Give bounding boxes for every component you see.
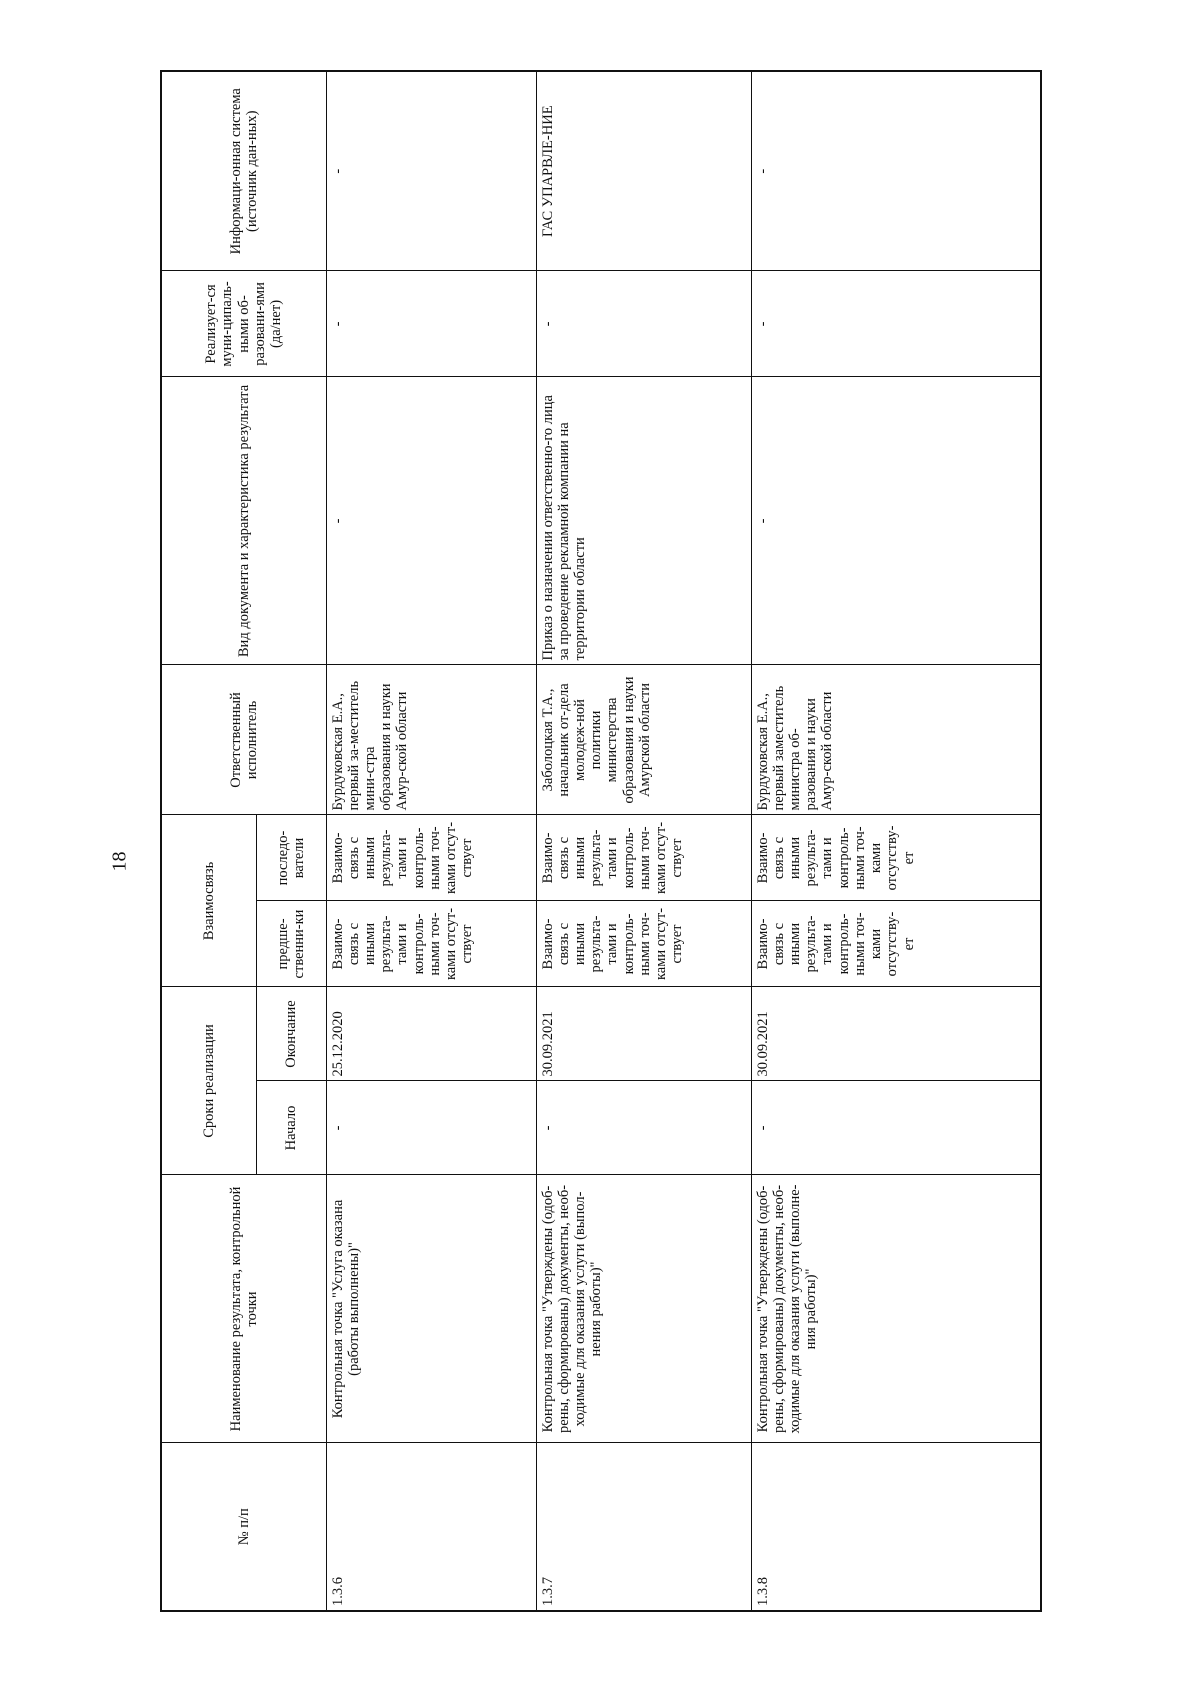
header-num: № п/п <box>161 1443 326 1611</box>
header-predecessors: предше-ственни-ки <box>256 901 326 987</box>
row-num: 1.3.8 <box>751 1443 1041 1611</box>
row-start: - <box>751 1081 1041 1175</box>
row-start: - <box>536 1081 751 1175</box>
row-name: Контрольная точка "Утверждены (одоб-рены, сформированы) документы, необ-ходимые для оказания услуги (выпол-нения работы)" <box>536 1175 751 1443</box>
table-row <box>751 71 1041 1611</box>
header-successors: последо-ватели <box>256 815 326 901</box>
row-municipal: - <box>326 271 536 377</box>
row-num: 1.3.6 <box>326 1443 536 1611</box>
header-end: Окончание <box>256 987 326 1081</box>
row-executor: Заболоцкая Т.А., начальник от-дела молодеж-ной политики министерства образования и науки Амурской области <box>536 665 751 815</box>
row-predecessors: Взаимо-связь с иными результа-тами и контроль-ными точ-ками отсутству-ет <box>751 901 1041 987</box>
header-period: Сроки реализации <box>161 987 256 1175</box>
row-executor: Бурдуковская Е.А., первый заместитель министра об-разования и науки Амур-ской области <box>751 665 1041 815</box>
row-executor: Бурдуковская Е.А., первый за-меститель мини-стра образования и науки Амур-ской области <box>326 665 536 815</box>
row-successors: Взаимо-связь с иными результа-тами и контроль-ными точ-ками отсут-ствует <box>536 815 751 901</box>
header-infosys: Информаци-онная система (источник дан-ных) <box>161 71 326 271</box>
header-executor: Ответственный исполнитель <box>161 665 326 815</box>
row-end: 30.09.2021 <box>536 987 751 1081</box>
header-start: Начало <box>256 1081 326 1175</box>
row-municipal: - <box>751 271 1041 377</box>
header-name: Наименование результата, контрольной точки <box>161 1175 326 1443</box>
rotated-table-wrapper <box>160 72 1040 1612</box>
row-predecessors: Взаимо-связь с иными результа-тами и контроль-ными точ-ками отсут-ствует <box>326 901 536 987</box>
row-successors: Взаимо-связь с иными результа-тами и контроль-ными точ-ками отсут-ствует <box>326 815 536 901</box>
header-municipal: Реализует-ся муни-ципаль-ными об-разовани-ями (да/нет) <box>161 271 326 377</box>
row-start: - <box>326 1081 536 1175</box>
page-number: 18 <box>108 851 131 872</box>
row-doc: - <box>751 377 1041 665</box>
table-row <box>326 71 536 1611</box>
row-end: 25.12.2020 <box>326 987 536 1081</box>
control-points-table <box>160 70 1042 1612</box>
row-name: Контрольная точка "Услуга оказана (работы выполнены)" <box>326 1175 536 1443</box>
row-num: 1.3.7 <box>536 1443 751 1611</box>
table-row <box>536 71 751 1611</box>
row-predecessors: Взаимо-связь с иными результа-тами и контроль-ными точ-ками отсут-ствует <box>536 901 751 987</box>
header-doc: Вид документа и характеристика результата <box>161 377 326 665</box>
row-municipal: - <box>536 271 751 377</box>
row-end: 30.09.2021 <box>751 987 1041 1081</box>
row-infosys: - <box>326 71 536 271</box>
row-doc: - <box>326 377 536 665</box>
row-name: Контрольная точка "Утверждены (одоб-рены, сформированы) документы, необ-ходимые для оказания услуги (выполне-ния работы)" <box>751 1175 1041 1443</box>
row-doc: Приказ о назначении ответственно-го лица за проведение рекламной компании на территории области <box>536 377 751 665</box>
header-relation: Взаимосвязь <box>161 815 256 987</box>
row-successors: Взаимо-связь с иными результа-тами и контроль-ными точ-ками отсутству-ет <box>751 815 1041 901</box>
row-infosys: ГАС УПАРВЛЕ-НИЕ <box>536 71 751 271</box>
row-infosys: - <box>751 71 1041 271</box>
